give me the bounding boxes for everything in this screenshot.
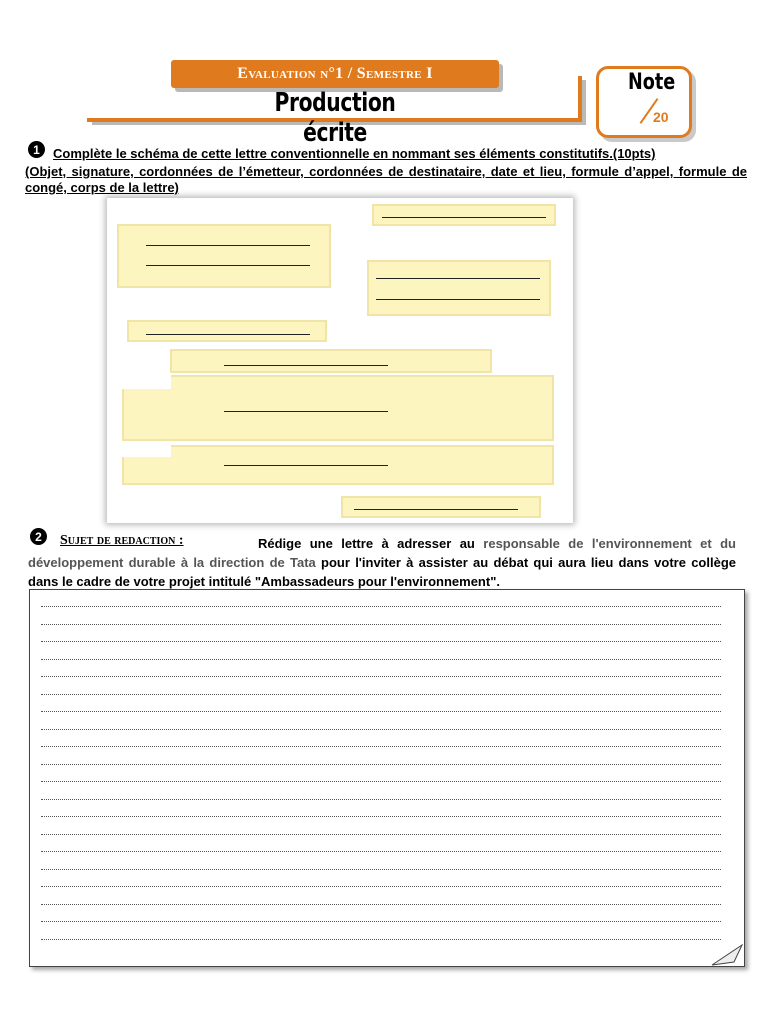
evaluation-banner [171,60,499,88]
answer-line [146,245,310,246]
question-1-hint: (Objet, signature, cordonnées de l’émetteur, cordonnées de destinataire, date et lieu, formule d’appel, formule de congé, corps de la lettre) [25,164,747,195]
question-2-number: 2 [30,528,47,545]
field-emetteur[interactable] [117,224,331,288]
answer-line [382,217,546,218]
writing-line [41,781,721,782]
note-total: 20 [653,109,669,125]
page-curl-icon [710,944,744,966]
writing-line [41,799,721,800]
writing-line [41,606,721,607]
writing-line [41,939,721,940]
writing-line [41,746,721,747]
question-1-instruction: Complète le schéma de cette lettre conventionnelle en nommant ses éléments constitutifs.(10pts) [53,146,656,161]
question-2-label: Sujet de redaction : [60,533,184,548]
field-signature[interactable] [341,496,541,518]
letter-diagram [107,198,573,523]
field-destinataire[interactable] [367,260,551,316]
answer-line [224,411,388,412]
title-frame-right [578,76,582,122]
question-2-text-highlight: responsable de l'environnement et du développement durable à la direction de Tata [28,536,736,570]
field-date-lieu[interactable] [372,204,556,226]
writing-line [41,659,721,660]
field-corps-lettre[interactable] [122,375,554,441]
field-formule-appel[interactable] [170,349,492,373]
writing-line [41,869,721,870]
field-formule-conge[interactable] [122,445,554,485]
writing-line [41,816,721,817]
writing-line [41,904,721,905]
writing-line [41,764,721,765]
writing-line [41,694,721,695]
writing-line [41,641,721,642]
title-frame-shadow [582,80,586,125]
writing-line [41,921,721,922]
answer-sheet[interactable] [29,589,745,967]
answer-line [224,365,388,366]
writing-line [41,729,721,730]
writing-line [41,851,721,852]
answer-line [224,465,388,466]
note-label: Note [628,70,676,95]
writing-line [41,676,721,677]
answer-line [376,278,540,279]
writing-line [41,834,721,835]
page-title: Production écrite [274,88,396,148]
answer-line [354,509,518,510]
writing-line [41,624,721,625]
evaluation-banner-text: Evaluation n°1 / Semestre I [237,65,433,82]
answer-line [146,334,310,335]
answer-line [146,265,310,266]
writing-line [41,711,721,712]
question-1-number: 1 [28,141,45,158]
writing-line [41,886,721,887]
question-2-text-part1: Rédige une lettre à adresser au [258,536,475,551]
answer-line [376,299,540,300]
question-2-text-part2: pour l'inviter à assister au débat qui aura lieu dans votre collège dans le cadre de votre projet intitulé "Ambassadeurs pour l'environnement". [28,555,736,589]
field-objet[interactable] [127,320,327,342]
